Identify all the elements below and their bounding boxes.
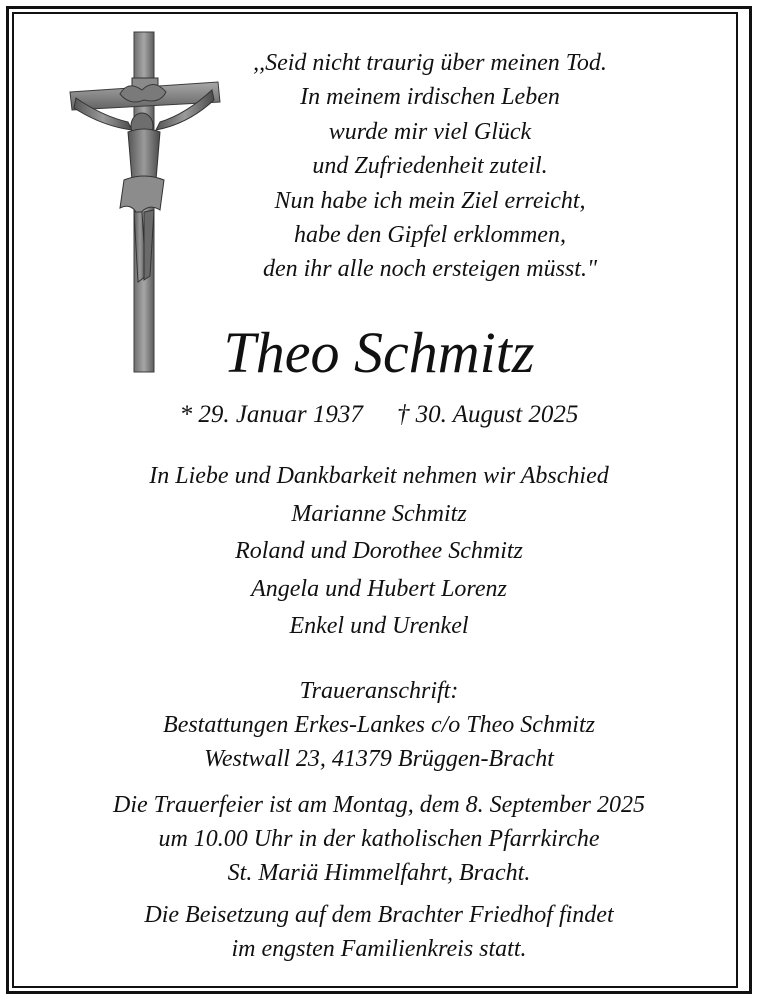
life-dates [0, 398, 758, 432]
burial-line: im engsten Familienkreis statt. [231, 936, 527, 962]
mourner-name: Angela und Hubert Lorenz [251, 575, 507, 602]
quote-block [228, 46, 632, 287]
quote-line: habe den Gipfel erklommen, [294, 222, 566, 249]
address-line: Bestattungen Erkes-Lankes c/o Theo Schmitz [163, 712, 595, 738]
mourner-name: Enkel und Urenkel [289, 613, 469, 640]
address-line: Westwall 23, 41379 Brüggen-Bracht [204, 746, 554, 772]
death-date: † 30. August 2025 [396, 401, 579, 428]
farewell-intro: In Liebe und Dankbarkeit nehmen wir Abschied [149, 463, 609, 489]
mourner-name: Marianne Schmitz [291, 500, 467, 527]
service-line: Die Trauerfeier ist am Montag, dem 8. September 2025 [113, 792, 645, 818]
mourners-block [0, 458, 758, 646]
birth-date: * 29. Januar 1937 [179, 401, 363, 428]
quote-line: Nun habe ich mein Ziel erreicht, [274, 187, 586, 214]
burial-notice [0, 898, 758, 966]
quote-line: und Zufriedenheit zuteil. [312, 153, 548, 180]
deceased-name: Theo Schmitz [223, 320, 535, 385]
funeral-service [0, 788, 758, 890]
mourning-address [0, 674, 758, 776]
quote-line: den ihr alle noch ersteigen müsst." [262, 256, 598, 283]
quote-line: In meinem irdischen Leben [300, 84, 560, 111]
address-label: Traueranschrift: [299, 678, 459, 704]
service-line: St. Mariä Himmelfahrt, Bracht. [227, 860, 531, 886]
quote-line: ,,Seid nicht traurig über meinen Tod. [253, 50, 607, 76]
quote-line: wurde mir viel Glück [328, 118, 532, 145]
burial-line: Die Beisetzung auf dem Brachter Friedhof findet [144, 902, 614, 928]
mourner-name: Roland und Dorothee Schmitz [235, 538, 523, 565]
service-line: um 10.00 Uhr in der katholischen Pfarrkirche [158, 826, 600, 852]
